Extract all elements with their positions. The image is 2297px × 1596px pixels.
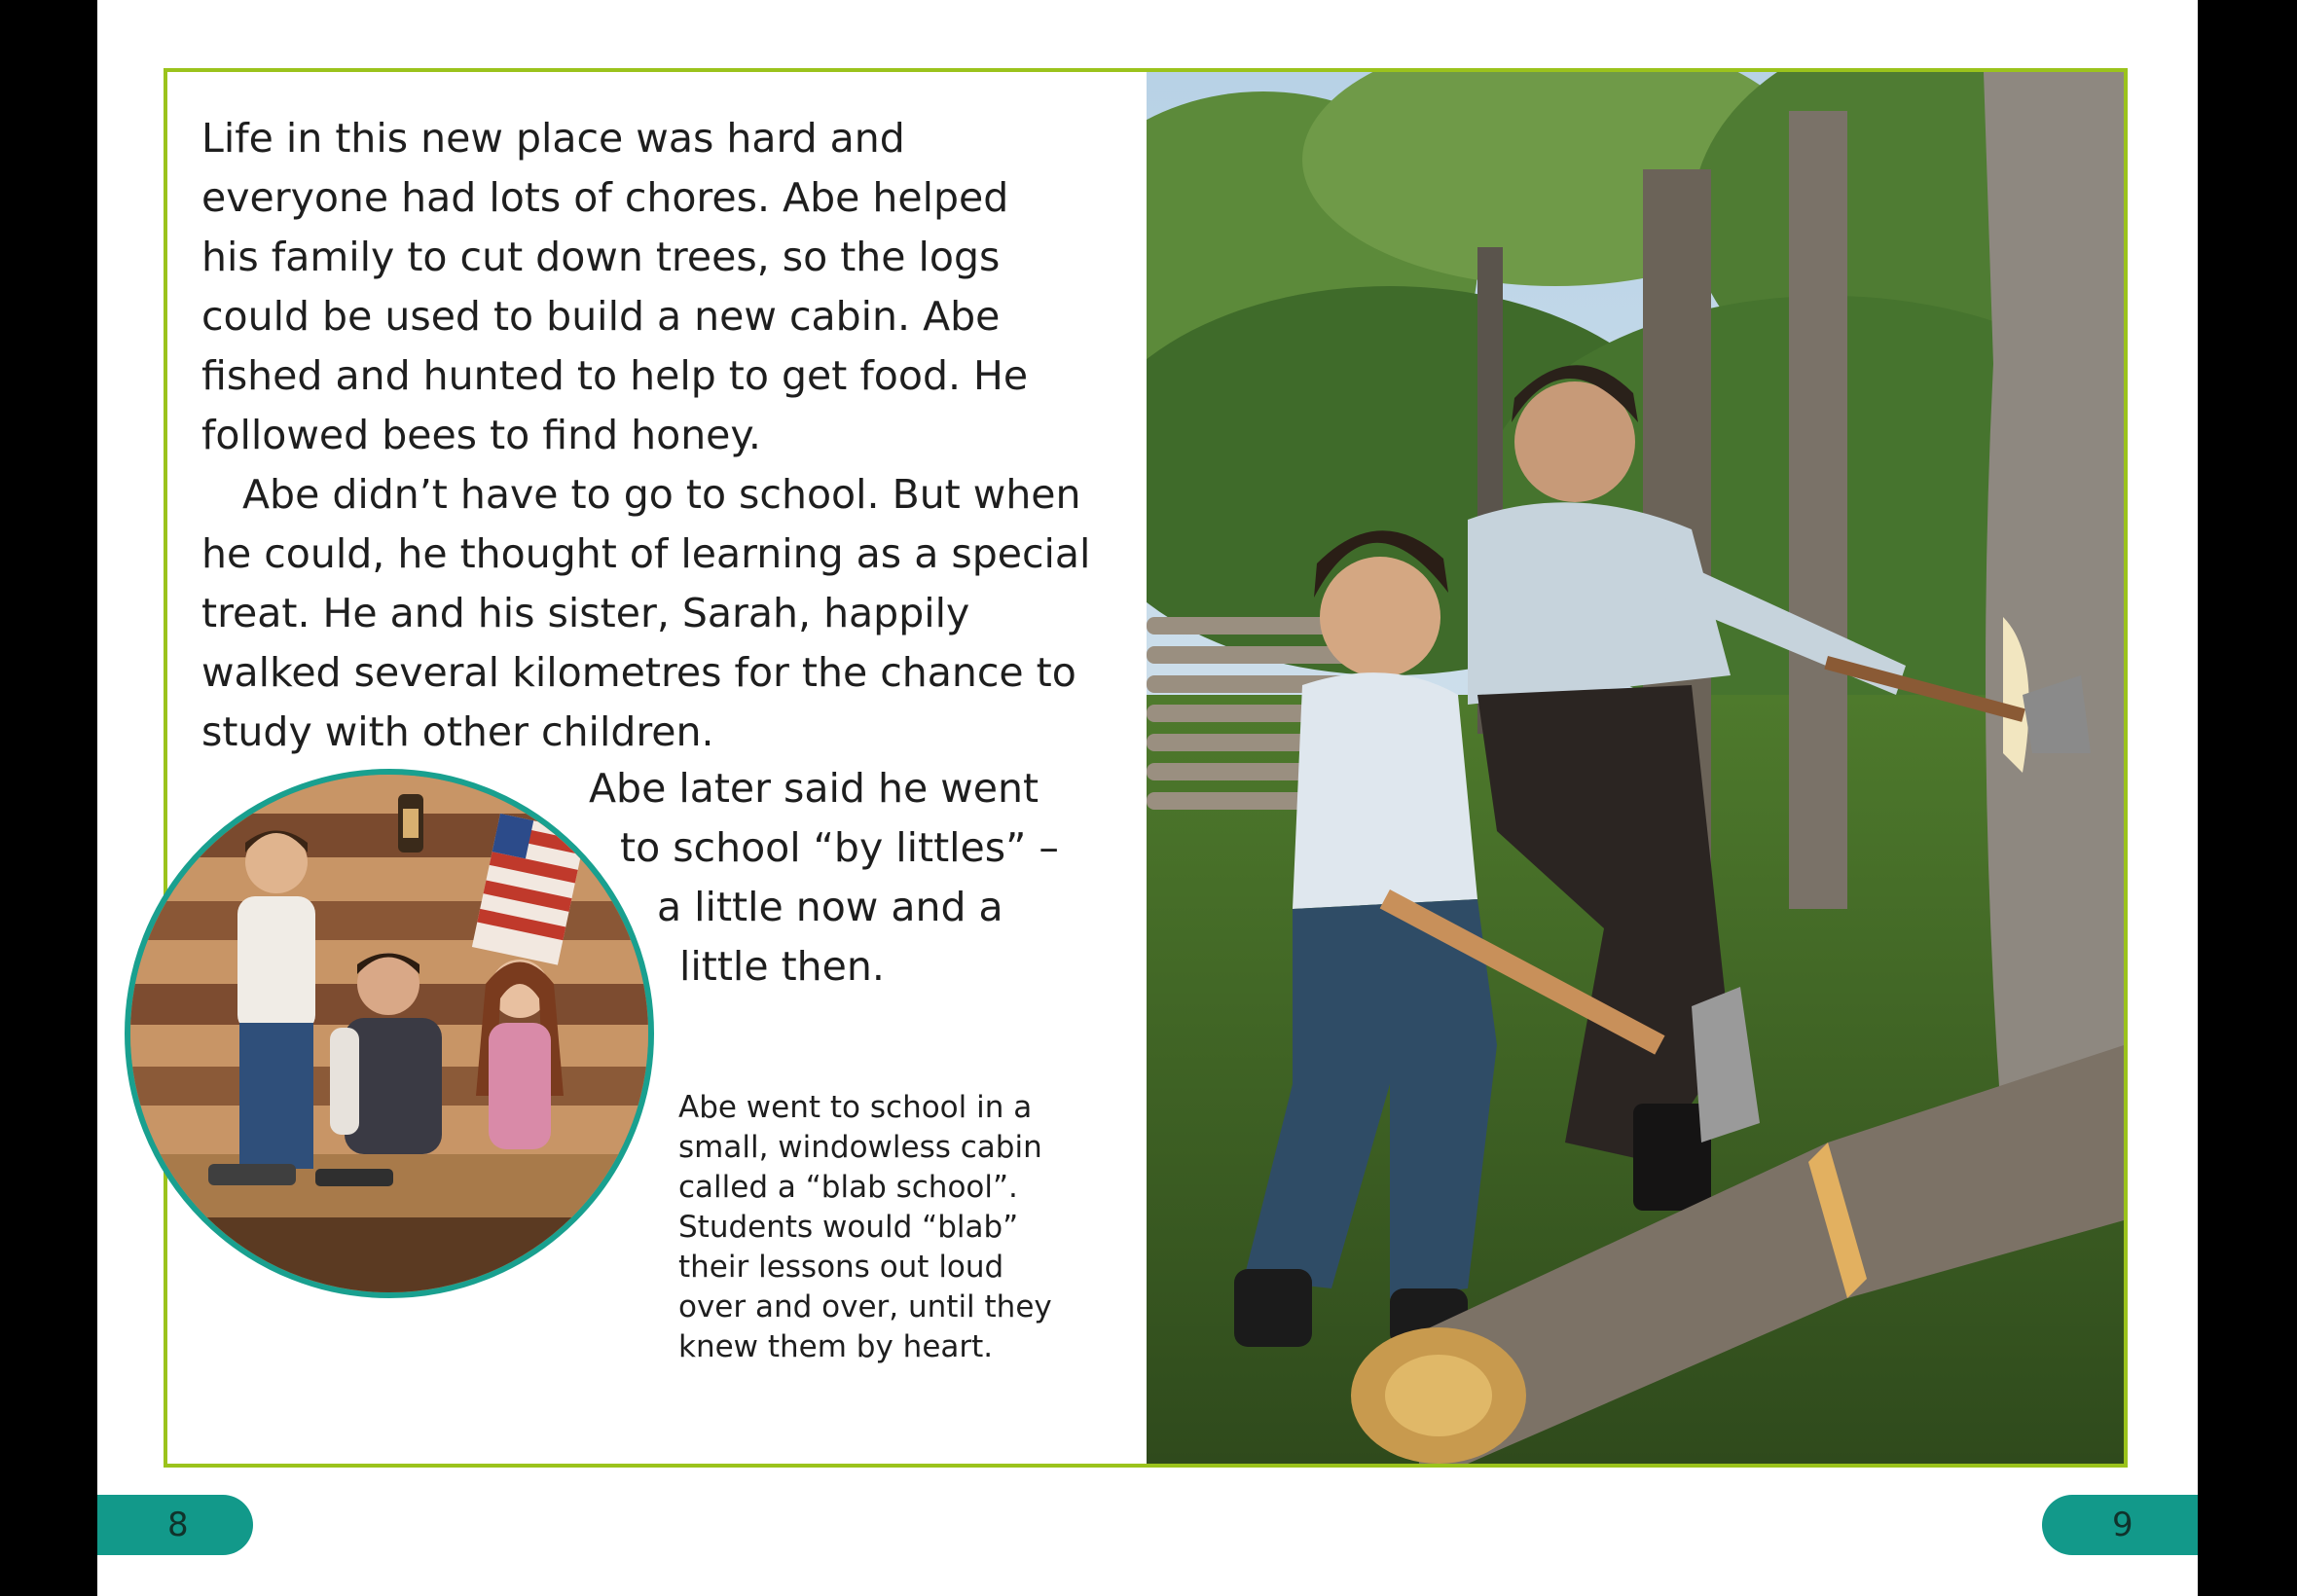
p1-line: everyone had lots of chores. Abe helped xyxy=(201,174,1009,221)
p2-line: he could, he thought of learning as a special xyxy=(201,530,1091,577)
illustration-blab-school-icon xyxy=(130,775,648,1292)
caption-line: Abe went to school in a xyxy=(678,1090,1033,1125)
p1-line: his family to cut down trees, so the logs xyxy=(201,234,1001,280)
wrap-line: little then. xyxy=(679,943,885,990)
left-margin xyxy=(0,0,97,1596)
caption-line: Students would “blab” xyxy=(678,1210,1019,1245)
p1-line: followed bees to find honey. xyxy=(201,412,761,458)
image-caption xyxy=(678,1088,1097,1367)
page-number-right: 9 xyxy=(2042,1495,2198,1555)
p2-line: Abe didn’t have to go to school. But when xyxy=(242,471,1081,518)
caption-line: small, windowless cabin xyxy=(678,1130,1042,1165)
p2-line: study with other children. xyxy=(201,708,714,755)
book-spread xyxy=(97,0,2198,1596)
wrap-line: a little now and a xyxy=(657,884,1003,930)
p1-line: fished and hunted to help to get food. He xyxy=(201,352,1029,399)
caption-line: their lessons out loud xyxy=(678,1250,1004,1285)
p2-line: treat. He and his sister, Sarah, happily xyxy=(201,590,970,636)
page-number-left: 8 xyxy=(97,1495,253,1555)
blab-school-illustration xyxy=(125,769,654,1298)
right-margin xyxy=(2200,0,2297,1596)
illustration-woodcutting-icon xyxy=(1147,72,2124,1464)
p1-line: Life in this new place was hard and xyxy=(201,115,905,162)
p1-line: could be used to build a new cabin. Abe xyxy=(201,293,1001,340)
wrap-line: Abe later said he went xyxy=(589,765,1039,812)
paragraph-1 xyxy=(201,109,1175,465)
body-text xyxy=(201,109,1175,762)
wrap-line: to school “by littles” – xyxy=(620,824,1059,871)
p2-line: walked several kilometres for the chance to xyxy=(201,649,1076,696)
paragraph-2 xyxy=(201,465,1175,762)
caption-line: knew them by heart. xyxy=(678,1329,994,1364)
caption-line: over and over, until they xyxy=(678,1289,1052,1324)
caption-line: called a “blab school”. xyxy=(678,1170,1018,1205)
woodcutting-painting xyxy=(1147,72,2124,1464)
